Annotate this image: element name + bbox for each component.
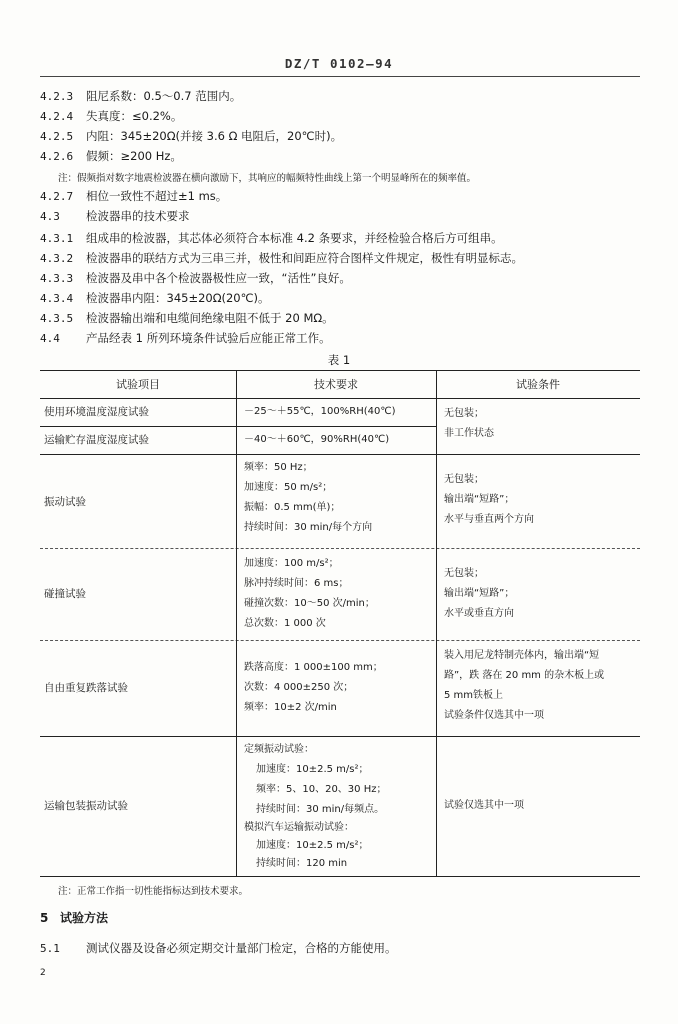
clause-number: 4.2.7 bbox=[40, 190, 74, 203]
condition-line: 水平与垂直两个方向 bbox=[444, 514, 534, 525]
condition-line: 输出端“短路”； bbox=[444, 494, 515, 505]
clause-number: 4.2.4 bbox=[40, 110, 74, 123]
clause-4-2-4 bbox=[40, 108, 650, 125]
table-row-rule bbox=[40, 736, 640, 737]
table-column-rule bbox=[436, 370, 437, 876]
table-row-rule bbox=[40, 454, 640, 455]
requirement-line: 跌落高度：1 000±100 mm； bbox=[244, 662, 383, 673]
clause-number: 4.3.3 bbox=[40, 272, 74, 285]
requirement-line: 频率：5、10、20、30 Hz； bbox=[256, 784, 387, 795]
requirement-line: 总次数：1 000 次 bbox=[244, 618, 326, 629]
condition-line: 水平或垂直方向 bbox=[444, 608, 514, 619]
requirement-line: 振幅：0.5 mm(单)； bbox=[244, 502, 341, 513]
test-item-free-drop: 自由重复跌落试验 bbox=[44, 682, 128, 694]
clause-4-3-4 bbox=[40, 290, 650, 307]
document-code-header: DZ/T 0102—94 bbox=[284, 56, 394, 71]
table-top-rule bbox=[40, 370, 640, 371]
header-rule bbox=[40, 76, 640, 77]
requirement-line: 频率：10±2 次/min bbox=[244, 702, 337, 713]
clause-text: 失真度：≤0.2%。 bbox=[86, 109, 183, 123]
test-item-operating-temp-humidity: 使用环境温度湿度试验 bbox=[44, 406, 149, 418]
table-row-rule bbox=[40, 640, 640, 641]
condition-line: 试验仅选其中一项 bbox=[444, 800, 524, 811]
condition-line: 无包装； bbox=[444, 474, 484, 485]
requirement-line: 加速度：10±2.5 m/s²； bbox=[256, 840, 369, 851]
table-row-rule bbox=[40, 548, 640, 549]
clause-4-2-5 bbox=[40, 128, 650, 145]
requirement-line: 碰撞次数：10～50 次/min； bbox=[244, 598, 375, 609]
requirement-line: －40～＋60℃，90%RH(40℃) bbox=[244, 434, 390, 445]
requirement-line: 持续时间：30 min/每个方向 bbox=[244, 522, 373, 533]
clause-text: 产品经表 1 所列环境条件试验后应能正常工作。 bbox=[86, 331, 331, 345]
condition-line: 路”，跌 落在 20 mm 的杂木板上或 bbox=[444, 670, 605, 681]
section-5-heading bbox=[40, 909, 108, 926]
clause-number: 4.2.3 bbox=[40, 90, 74, 103]
clause-4-2-6 bbox=[40, 148, 650, 165]
clause-text: 检波器输出端和电缆间绝缘电阻不低于 20 MΩ。 bbox=[86, 311, 334, 325]
clause-4-3 bbox=[40, 208, 650, 225]
clause-number: 5.1 bbox=[40, 942, 60, 955]
condition-line: 无包装； bbox=[444, 408, 484, 419]
clause-text: 检波器串内阻：345±20Ω(20℃)。 bbox=[86, 291, 270, 305]
page-number: 2 bbox=[40, 968, 46, 978]
requirement-line: 持续时间：120 min bbox=[256, 858, 348, 869]
section-number: 5 bbox=[40, 911, 49, 925]
clause-text: 组成串的检波器，其芯体必须符合本标准 4.2 条要求，并经检验合格后方可组串。 bbox=[86, 231, 503, 245]
header-technical-requirements: 技术要求 bbox=[314, 378, 358, 391]
table-header-rule bbox=[40, 398, 640, 399]
clause-number: 4.3 bbox=[40, 210, 60, 223]
requirement-line: 加速度：10±2.5 m/s²； bbox=[256, 764, 369, 775]
requirement-line: 模拟汽车运输振动试验： bbox=[244, 822, 354, 833]
table-row-rule bbox=[40, 426, 436, 427]
clause-text: 检波器串的联结方式为三串三并，极性和间距应符合图样文件规定，极性有明显标志。 bbox=[86, 251, 523, 265]
requirement-line: 脉冲持续时间：6 ms； bbox=[244, 578, 349, 589]
clause-number: 4.3.4 bbox=[40, 292, 74, 305]
clause-4-3-1 bbox=[40, 230, 650, 247]
clause-text: 测试仪器及设备必须定期交计量部门检定，合格的方能使用。 bbox=[86, 941, 397, 955]
clause-4-2-7 bbox=[40, 188, 650, 205]
clause-5-1 bbox=[40, 940, 650, 957]
clause-number: 4.2.5 bbox=[40, 130, 74, 143]
clause-text: 假频：≥200 Hz。 bbox=[86, 149, 182, 163]
clause-number: 4.2.6 bbox=[40, 150, 74, 163]
environment-test-table bbox=[40, 370, 640, 876]
clause-text: 检波器及串中各个检波器极性应一致，“活性”良好。 bbox=[86, 271, 351, 285]
clause-text: 检波器串的技术要求 bbox=[86, 209, 190, 223]
clause-4-2-3 bbox=[40, 88, 650, 105]
requirement-line: 加速度：100 m/s²； bbox=[244, 558, 339, 569]
header-test-conditions: 试验条件 bbox=[516, 378, 560, 391]
table-caption: 表 1 bbox=[327, 353, 351, 367]
condition-line: 试验条件仅选其中一项 bbox=[444, 710, 544, 721]
table-note: 注：正常工作指一切性能指标达到技术要求。 bbox=[58, 886, 249, 897]
clause-text: 内阻：345±20Ω(并接 3.6 Ω 电阻后，20℃时)。 bbox=[86, 129, 343, 143]
requirement-line: 次数：4 000±250 次； bbox=[244, 682, 354, 693]
requirement-line: 定频振动试验： bbox=[244, 744, 314, 755]
requirement-line: －25～＋55℃，100%RH(40℃) bbox=[244, 406, 396, 417]
requirement-line: 频率：50 Hz； bbox=[244, 462, 313, 473]
requirement-line: 加速度：50 m/s²； bbox=[244, 482, 333, 493]
clause-4-3-5 bbox=[40, 310, 650, 327]
clause-4-4 bbox=[40, 330, 650, 347]
clause-number: 4.3.1 bbox=[40, 232, 74, 245]
note-false-frequency: 注：假频指对数字地震检波器在横向激励下，其响应的幅频特性曲线上第一个明显峰所在的频率值。 bbox=[58, 173, 477, 184]
condition-line: 无包装； bbox=[444, 568, 484, 579]
test-item-vibration: 振动试验 bbox=[44, 496, 86, 508]
requirement-line: 持续时间：30 min/每频点。 bbox=[256, 804, 385, 815]
clause-text: 相位一致性不超过±1 ms。 bbox=[86, 189, 228, 203]
condition-line: 非工作状态 bbox=[444, 428, 494, 439]
test-item-storage-temp-humidity: 运输贮存温度湿度试验 bbox=[44, 434, 149, 446]
condition-line: 输出端“短路”； bbox=[444, 588, 515, 599]
table-column-rule bbox=[236, 370, 237, 876]
clause-number: 4.3.5 bbox=[40, 312, 74, 325]
section-title: 试验方法 bbox=[60, 911, 109, 925]
clause-4-3-2 bbox=[40, 250, 650, 267]
test-item-collision: 碰撞试验 bbox=[44, 588, 86, 600]
clause-number: 4.4 bbox=[40, 332, 60, 345]
condition-line: 5 mm铁板上 bbox=[444, 690, 504, 701]
condition-line: 装入用尼龙特制壳体内，输出端“短 bbox=[444, 650, 600, 661]
clause-text: 阻尼系数：0.5～0.7 范围内。 bbox=[86, 89, 242, 103]
clause-number: 4.3.2 bbox=[40, 252, 74, 265]
test-item-transport-packaging-vibration: 运输包装振动试验 bbox=[44, 800, 128, 812]
clause-4-3-3 bbox=[40, 270, 650, 287]
table-bottom-rule bbox=[40, 876, 640, 877]
header-test-item: 试验项目 bbox=[116, 378, 160, 391]
